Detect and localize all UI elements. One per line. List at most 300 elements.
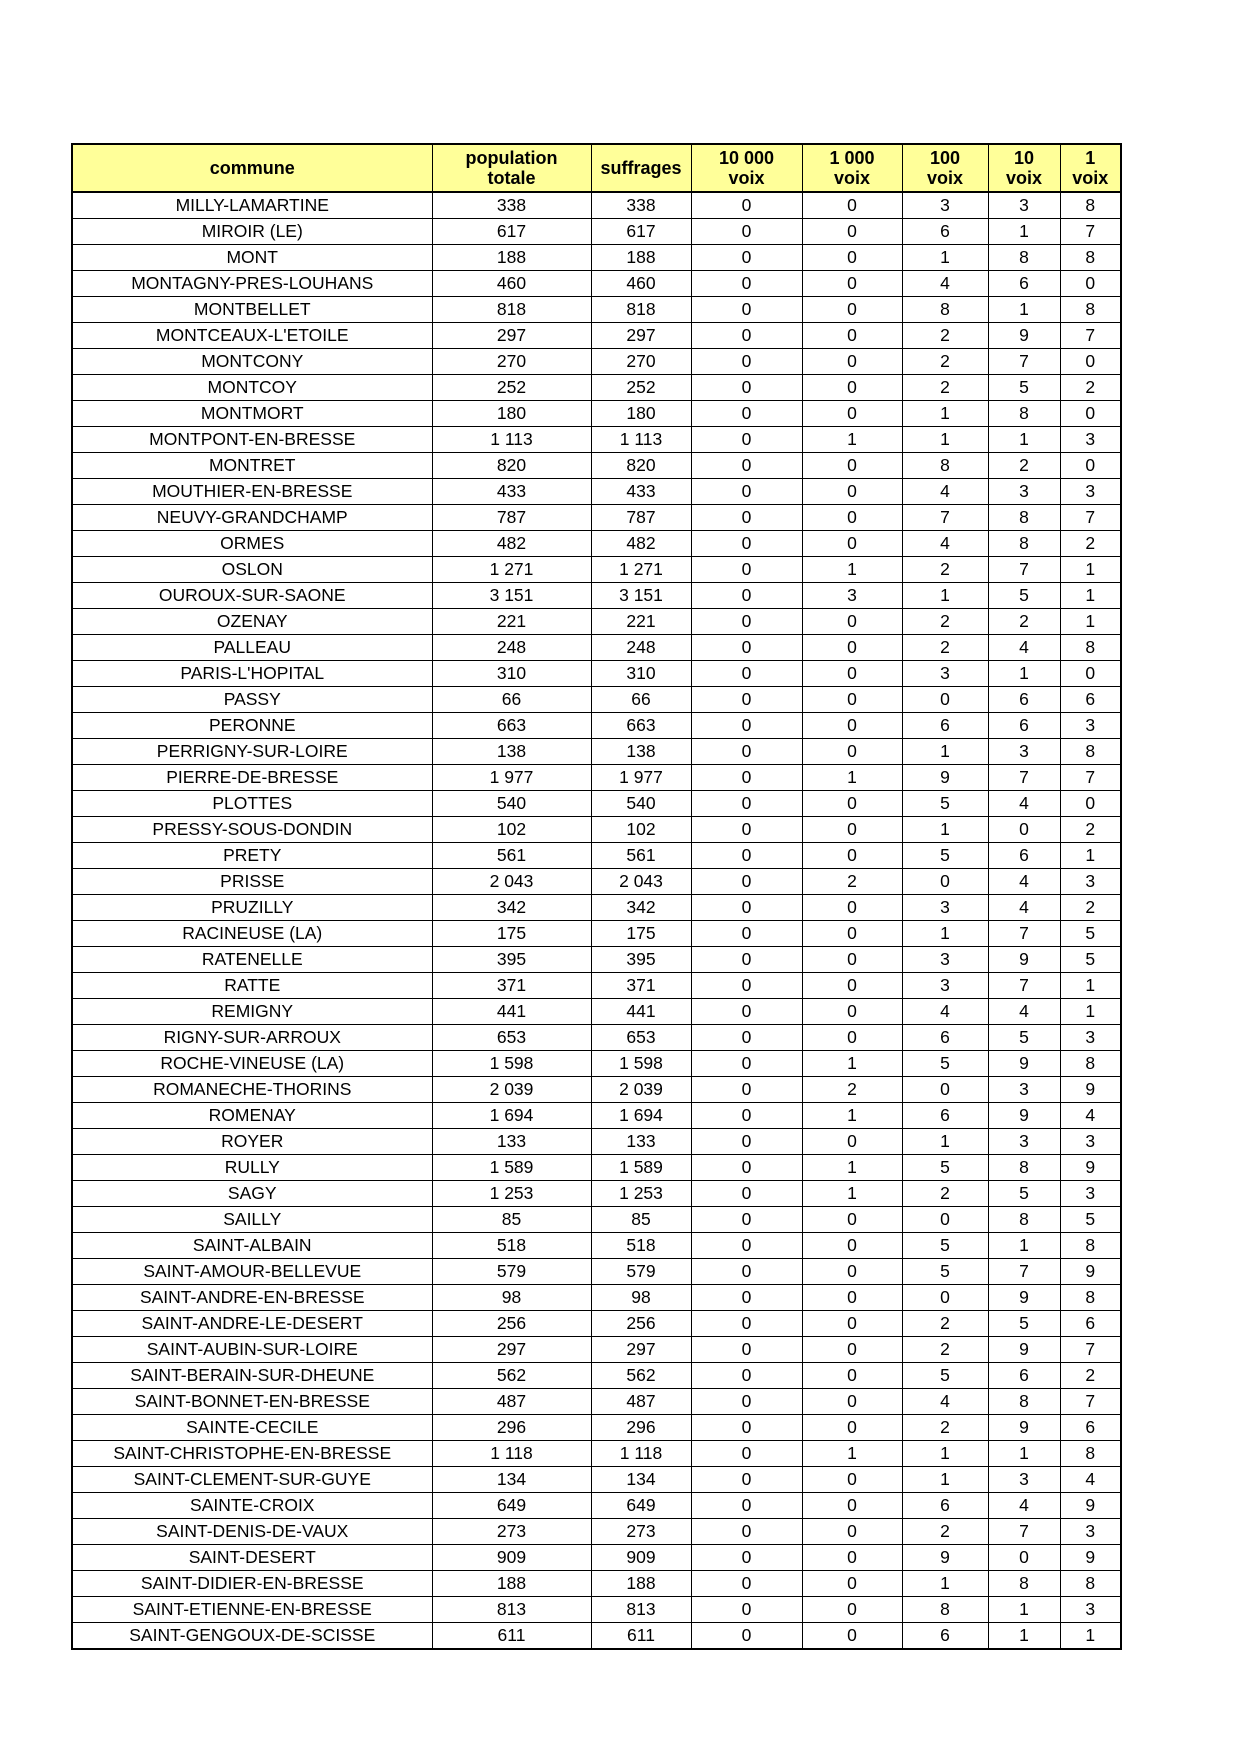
cell-population-totale: 221 — [432, 609, 591, 635]
cell-population-totale: 188 — [432, 245, 591, 271]
cell-10000-voix: 0 — [691, 999, 802, 1025]
cell-suffrages: 787 — [591, 505, 691, 531]
cell-100-voix: 5 — [902, 1259, 988, 1285]
cell-10000-voix: 0 — [691, 1025, 802, 1051]
cell-1-voix: 8 — [1060, 635, 1121, 661]
cell-1000-voix: 0 — [802, 921, 902, 947]
cell-1000-voix: 0 — [802, 1389, 902, 1415]
cell-100-voix: 6 — [902, 1493, 988, 1519]
cell-suffrages: 2 039 — [591, 1077, 691, 1103]
cell-10-voix: 9 — [988, 1415, 1060, 1441]
cell-suffrages: 909 — [591, 1545, 691, 1571]
cell-10000-voix: 0 — [691, 765, 802, 791]
cell-1-voix: 9 — [1060, 1155, 1121, 1181]
table-row — [72, 323, 1121, 349]
cell-suffrages: 1 694 — [591, 1103, 691, 1129]
cell-1000-voix: 0 — [802, 1493, 902, 1519]
cell-suffrages: 1 113 — [591, 427, 691, 453]
cell-100-voix: 2 — [902, 635, 988, 661]
cell-suffrages: 1 977 — [591, 765, 691, 791]
table-row — [72, 1207, 1121, 1233]
cell-population-totale: 371 — [432, 973, 591, 999]
cell-10-voix: 7 — [988, 349, 1060, 375]
cell-1000-voix: 0 — [802, 609, 902, 635]
cell-1-voix: 2 — [1060, 375, 1121, 401]
cell-10-voix: 5 — [988, 1181, 1060, 1207]
cell-suffrages: 395 — [591, 947, 691, 973]
table-row — [72, 1155, 1121, 1181]
table-row — [72, 791, 1121, 817]
cell-commune: ROMENAY — [72, 1103, 432, 1129]
table-row — [72, 1519, 1121, 1545]
cell-suffrages: 653 — [591, 1025, 691, 1051]
cell-suffrages: 188 — [591, 1571, 691, 1597]
cell-1-voix: 3 — [1060, 1597, 1121, 1623]
cell-1-voix: 4 — [1060, 1103, 1121, 1129]
cell-1000-voix: 0 — [802, 531, 902, 557]
header-10-line-2: voix — [1005, 168, 1043, 188]
cell-1000-voix: 0 — [802, 1467, 902, 1493]
cell-100-voix: 9 — [902, 765, 988, 791]
table-row — [72, 609, 1121, 635]
cell-10000-voix: 0 — [691, 1311, 802, 1337]
cell-commune: RACINEUSE (LA) — [72, 921, 432, 947]
cell-100-voix: 5 — [902, 791, 988, 817]
cell-10000-voix: 0 — [691, 557, 802, 583]
cell-10000-voix: 0 — [691, 192, 802, 219]
cell-1-voix: 8 — [1060, 192, 1121, 219]
cell-suffrages: 221 — [591, 609, 691, 635]
table-row — [72, 1441, 1121, 1467]
cell-population-totale: 1 589 — [432, 1155, 591, 1181]
cell-10000-voix: 0 — [691, 1415, 802, 1441]
cell-100-voix: 8 — [902, 297, 988, 323]
cell-1-voix: 5 — [1060, 1207, 1121, 1233]
header-1-line-2: voix — [1072, 168, 1109, 188]
cell-1000-voix: 0 — [802, 1285, 902, 1311]
cell-population-totale: 518 — [432, 1233, 591, 1259]
cell-1000-voix: 2 — [802, 1077, 902, 1103]
cell-1000-voix: 0 — [802, 1545, 902, 1571]
cell-population-totale: 482 — [432, 531, 591, 557]
table-row — [72, 271, 1121, 297]
cell-suffrages: 1 598 — [591, 1051, 691, 1077]
table-row — [72, 947, 1121, 973]
table-row — [72, 583, 1121, 609]
cell-10-voix: 8 — [988, 1155, 1060, 1181]
cell-100-voix: 1 — [902, 1467, 988, 1493]
cell-100-voix: 1 — [902, 245, 988, 271]
cell-10-voix: 6 — [988, 713, 1060, 739]
cell-10000-voix: 0 — [691, 427, 802, 453]
cell-10-voix: 1 — [988, 1597, 1060, 1623]
cell-1-voix: 3 — [1060, 713, 1121, 739]
cell-population-totale: 433 — [432, 479, 591, 505]
cell-population-totale: 248 — [432, 635, 591, 661]
cell-1-voix: 6 — [1060, 1415, 1121, 1441]
cell-commune: REMIGNY — [72, 999, 432, 1025]
cell-10000-voix: 0 — [691, 1181, 802, 1207]
cell-1-voix: 5 — [1060, 947, 1121, 973]
cell-suffrages: 256 — [591, 1311, 691, 1337]
cell-population-totale: 611 — [432, 1623, 591, 1650]
cell-population-totale: 441 — [432, 999, 591, 1025]
cell-population-totale: 487 — [432, 1389, 591, 1415]
cell-population-totale: 342 — [432, 895, 591, 921]
table-row — [72, 1571, 1121, 1597]
cell-population-totale: 270 — [432, 349, 591, 375]
cell-1000-voix: 0 — [802, 401, 902, 427]
cell-1000-voix: 0 — [802, 1233, 902, 1259]
table-row — [72, 687, 1121, 713]
table-row — [72, 739, 1121, 765]
cell-100-voix: 5 — [902, 1363, 988, 1389]
cell-commune: SAINT-DIDIER-EN-BRESSE — [72, 1571, 432, 1597]
cell-commune: SAINT-BERAIN-SUR-DHEUNE — [72, 1363, 432, 1389]
cell-10-voix: 1 — [988, 297, 1060, 323]
cell-10-voix: 5 — [988, 375, 1060, 401]
cell-1-voix: 7 — [1060, 1389, 1121, 1415]
cell-1-voix: 1 — [1060, 609, 1121, 635]
cell-100-voix: 1 — [902, 921, 988, 947]
header-1-voix — [1060, 144, 1121, 192]
cell-1000-voix: 0 — [802, 245, 902, 271]
cell-10000-voix: 0 — [691, 635, 802, 661]
cell-100-voix: 0 — [902, 869, 988, 895]
table-row — [72, 349, 1121, 375]
table-row — [72, 1285, 1121, 1311]
cell-100-voix: 5 — [902, 843, 988, 869]
cell-population-totale: 297 — [432, 323, 591, 349]
cell-100-voix: 2 — [902, 609, 988, 635]
table-row — [72, 505, 1121, 531]
cell-100-voix: 2 — [902, 1519, 988, 1545]
header-10000-line-1: 10 000 — [718, 148, 775, 168]
table-row — [72, 713, 1121, 739]
cell-commune: PRISSE — [72, 869, 432, 895]
cell-suffrages: 1 118 — [591, 1441, 691, 1467]
cell-100-voix: 0 — [902, 1285, 988, 1311]
header-1000-voix — [802, 144, 902, 192]
cell-population-totale: 813 — [432, 1597, 591, 1623]
cell-commune: SAINT-ETIENNE-EN-BRESSE — [72, 1597, 432, 1623]
cell-1-voix: 7 — [1060, 219, 1121, 245]
cell-10-voix: 7 — [988, 765, 1060, 791]
cell-commune: RATENELLE — [72, 947, 432, 973]
election-results-table — [71, 143, 1122, 1650]
cell-10000-voix: 0 — [691, 921, 802, 947]
header-10-line-1: 10 — [1013, 148, 1035, 168]
cell-commune: RULLY — [72, 1155, 432, 1181]
cell-commune: SAGY — [72, 1181, 432, 1207]
header-10000-line-2: voix — [728, 168, 765, 188]
cell-100-voix: 3 — [902, 895, 988, 921]
table-row — [72, 1259, 1121, 1285]
cell-1000-voix: 0 — [802, 375, 902, 401]
cell-10-voix: 7 — [988, 1259, 1060, 1285]
cell-10000-voix: 0 — [691, 1051, 802, 1077]
cell-commune: RIGNY-SUR-ARROUX — [72, 1025, 432, 1051]
cell-10-voix: 9 — [988, 1337, 1060, 1363]
table-row — [72, 895, 1121, 921]
cell-1000-voix: 1 — [802, 427, 902, 453]
cell-suffrages: 252 — [591, 375, 691, 401]
table-row — [72, 1103, 1121, 1129]
table-row — [72, 765, 1121, 791]
cell-10000-voix: 0 — [691, 323, 802, 349]
cell-10-voix: 0 — [988, 817, 1060, 843]
cell-population-totale: 102 — [432, 817, 591, 843]
cell-1-voix: 0 — [1060, 661, 1121, 687]
cell-suffrages: 561 — [591, 843, 691, 869]
cell-population-totale: 787 — [432, 505, 591, 531]
cell-10000-voix: 0 — [691, 375, 802, 401]
cell-commune: MIROIR (LE) — [72, 219, 432, 245]
cell-10000-voix: 0 — [691, 687, 802, 713]
cell-population-totale: 252 — [432, 375, 591, 401]
cell-100-voix: 2 — [902, 375, 988, 401]
cell-commune: MILLY-LAMARTINE — [72, 192, 432, 219]
cell-1-voix: 0 — [1060, 401, 1121, 427]
cell-100-voix: 1 — [902, 739, 988, 765]
table-row — [72, 661, 1121, 687]
cell-commune: MONTAGNY-PRES-LOUHANS — [72, 271, 432, 297]
cell-1000-voix: 1 — [802, 1441, 902, 1467]
cell-commune: MONTCONY — [72, 349, 432, 375]
table-row — [72, 1623, 1121, 1650]
cell-1000-voix: 0 — [802, 192, 902, 219]
cell-100-voix: 2 — [902, 1415, 988, 1441]
cell-1-voix: 0 — [1060, 791, 1121, 817]
header-population-line-1: population — [465, 148, 558, 168]
cell-population-totale: 1 977 — [432, 765, 591, 791]
cell-commune: MONTBELLET — [72, 297, 432, 323]
cell-10000-voix: 0 — [691, 1389, 802, 1415]
cell-10-voix: 0 — [988, 1545, 1060, 1571]
table-row — [72, 453, 1121, 479]
cell-population-totale: 338 — [432, 192, 591, 219]
cell-1-voix: 8 — [1060, 1571, 1121, 1597]
cell-suffrages: 562 — [591, 1363, 691, 1389]
cell-10-voix: 5 — [988, 1311, 1060, 1337]
cell-10000-voix: 0 — [691, 1519, 802, 1545]
cell-10000-voix: 0 — [691, 895, 802, 921]
cell-1-voix: 3 — [1060, 427, 1121, 453]
cell-suffrages: 3 151 — [591, 583, 691, 609]
cell-10000-voix: 0 — [691, 1571, 802, 1597]
cell-1-voix: 9 — [1060, 1493, 1121, 1519]
cell-1-voix: 0 — [1060, 453, 1121, 479]
cell-1-voix: 0 — [1060, 271, 1121, 297]
cell-10000-voix: 0 — [691, 791, 802, 817]
cell-population-totale: 653 — [432, 1025, 591, 1051]
cell-10-voix: 1 — [988, 1233, 1060, 1259]
table-row — [72, 1051, 1121, 1077]
cell-commune: SAINT-DESERT — [72, 1545, 432, 1571]
cell-100-voix: 4 — [902, 479, 988, 505]
cell-population-totale: 297 — [432, 1337, 591, 1363]
cell-1000-voix: 0 — [802, 479, 902, 505]
table-row — [72, 973, 1121, 999]
cell-1-voix: 8 — [1060, 1051, 1121, 1077]
cell-10-voix: 1 — [988, 219, 1060, 245]
cell-10-voix: 9 — [988, 1103, 1060, 1129]
table-row — [72, 1233, 1121, 1259]
cell-10-voix: 4 — [988, 791, 1060, 817]
cell-1-voix: 3 — [1060, 1025, 1121, 1051]
table-row — [72, 869, 1121, 895]
cell-1000-voix: 0 — [802, 1363, 902, 1389]
cell-commune: MONTCOY — [72, 375, 432, 401]
cell-commune: PRESSY-SOUS-DONDIN — [72, 817, 432, 843]
cell-1-voix: 2 — [1060, 817, 1121, 843]
table-row — [72, 1389, 1121, 1415]
cell-population-totale: 2 043 — [432, 869, 591, 895]
cell-population-totale: 1 118 — [432, 1441, 591, 1467]
cell-10000-voix: 0 — [691, 609, 802, 635]
cell-1000-voix: 0 — [802, 1415, 902, 1441]
cell-suffrages: 270 — [591, 349, 691, 375]
cell-population-totale: 1 271 — [432, 557, 591, 583]
cell-suffrages: 297 — [591, 323, 691, 349]
cell-10000-voix: 0 — [691, 661, 802, 687]
cell-1-voix: 8 — [1060, 739, 1121, 765]
cell-10-voix: 8 — [988, 245, 1060, 271]
cell-10000-voix: 0 — [691, 271, 802, 297]
cell-suffrages: 579 — [591, 1259, 691, 1285]
cell-10000-voix: 0 — [691, 1285, 802, 1311]
cell-commune: SAINT-CHRISTOPHE-EN-BRESSE — [72, 1441, 432, 1467]
cell-10000-voix: 0 — [691, 583, 802, 609]
table-row — [72, 1311, 1121, 1337]
cell-1000-voix: 0 — [802, 635, 902, 661]
cell-suffrages: 297 — [591, 1337, 691, 1363]
cell-commune: SAILLY — [72, 1207, 432, 1233]
cell-10000-voix: 0 — [691, 1597, 802, 1623]
cell-1-voix: 7 — [1060, 1337, 1121, 1363]
header-10-voix — [988, 144, 1060, 192]
cell-1000-voix: 1 — [802, 1181, 902, 1207]
cell-10000-voix: 0 — [691, 1363, 802, 1389]
cell-suffrages: 663 — [591, 713, 691, 739]
cell-100-voix: 3 — [902, 947, 988, 973]
cell-1000-voix: 0 — [802, 895, 902, 921]
cell-suffrages: 487 — [591, 1389, 691, 1415]
cell-population-totale: 617 — [432, 219, 591, 245]
cell-1-voix: 8 — [1060, 245, 1121, 271]
cell-commune: MOUTHIER-EN-BRESSE — [72, 479, 432, 505]
cell-1000-voix: 0 — [802, 947, 902, 973]
cell-10-voix: 3 — [988, 1129, 1060, 1155]
cell-100-voix: 5 — [902, 1155, 988, 1181]
cell-commune: PLOTTES — [72, 791, 432, 817]
cell-1000-voix: 0 — [802, 349, 902, 375]
cell-population-totale: 296 — [432, 1415, 591, 1441]
cell-1-voix: 3 — [1060, 1519, 1121, 1545]
cell-1000-voix: 3 — [802, 583, 902, 609]
cell-100-voix: 6 — [902, 1025, 988, 1051]
cell-commune: PALLEAU — [72, 635, 432, 661]
cell-1-voix: 3 — [1060, 1181, 1121, 1207]
cell-1-voix: 1 — [1060, 999, 1121, 1025]
cell-commune: OSLON — [72, 557, 432, 583]
cell-commune: PARIS-L'HOPITAL — [72, 661, 432, 687]
cell-1000-voix: 0 — [802, 791, 902, 817]
table-row — [72, 1025, 1121, 1051]
cell-population-totale: 273 — [432, 1519, 591, 1545]
cell-commune: RATTE — [72, 973, 432, 999]
cell-1-voix: 3 — [1060, 479, 1121, 505]
cell-suffrages: 1 271 — [591, 557, 691, 583]
header-1000-line-2: voix — [833, 168, 871, 188]
cell-suffrages: 518 — [591, 1233, 691, 1259]
cell-commune: SAINT-BONNET-EN-BRESSE — [72, 1389, 432, 1415]
cell-suffrages: 820 — [591, 453, 691, 479]
cell-10000-voix: 0 — [691, 1545, 802, 1571]
cell-suffrages: 371 — [591, 973, 691, 999]
cell-population-totale: 1 253 — [432, 1181, 591, 1207]
cell-suffrages: 133 — [591, 1129, 691, 1155]
header-1-line-1: 1 — [1085, 148, 1096, 168]
cell-population-totale: 2 039 — [432, 1077, 591, 1103]
cell-100-voix: 4 — [902, 1389, 988, 1415]
cell-100-voix: 1 — [902, 427, 988, 453]
cell-1000-voix: 0 — [802, 1129, 902, 1155]
header-1000-line-1: 1 000 — [829, 148, 875, 168]
cell-1-voix: 8 — [1060, 297, 1121, 323]
cell-10-voix: 5 — [988, 583, 1060, 609]
cell-commune: PERONNE — [72, 713, 432, 739]
cell-commune: MONTCEAUX-L'ETOILE — [72, 323, 432, 349]
cell-100-voix: 2 — [902, 323, 988, 349]
cell-10000-voix: 0 — [691, 1259, 802, 1285]
cell-suffrages: 342 — [591, 895, 691, 921]
header-100-line-2: voix — [926, 168, 964, 188]
table-row — [72, 1181, 1121, 1207]
table-row — [72, 999, 1121, 1025]
cell-suffrages: 1 589 — [591, 1155, 691, 1181]
cell-commune: ROMANECHE-THORINS — [72, 1077, 432, 1103]
table-row — [72, 1363, 1121, 1389]
cell-population-totale: 175 — [432, 921, 591, 947]
cell-1-voix: 2 — [1060, 1363, 1121, 1389]
cell-10000-voix: 0 — [691, 869, 802, 895]
cell-100-voix: 1 — [902, 583, 988, 609]
table-row — [72, 219, 1121, 245]
table-row — [72, 1467, 1121, 1493]
cell-population-totale: 579 — [432, 1259, 591, 1285]
cell-10-voix: 5 — [988, 1025, 1060, 1051]
cell-1-voix: 7 — [1060, 505, 1121, 531]
cell-suffrages: 85 — [591, 1207, 691, 1233]
cell-10-voix: 7 — [988, 1519, 1060, 1545]
cell-10-voix: 7 — [988, 921, 1060, 947]
cell-1000-voix: 0 — [802, 297, 902, 323]
cell-10000-voix: 0 — [691, 817, 802, 843]
cell-population-totale: 460 — [432, 271, 591, 297]
cell-1-voix: 1 — [1060, 843, 1121, 869]
cell-population-totale: 3 151 — [432, 583, 591, 609]
cell-population-totale: 649 — [432, 1493, 591, 1519]
cell-1000-voix: 0 — [802, 1207, 902, 1233]
cell-10-voix: 9 — [988, 1285, 1060, 1311]
cell-1-voix: 1 — [1060, 973, 1121, 999]
cell-population-totale: 188 — [432, 1571, 591, 1597]
cell-commune: ROCHE-VINEUSE (LA) — [72, 1051, 432, 1077]
table-row — [72, 1493, 1121, 1519]
cell-10000-voix: 0 — [691, 349, 802, 375]
cell-commune: PASSY — [72, 687, 432, 713]
